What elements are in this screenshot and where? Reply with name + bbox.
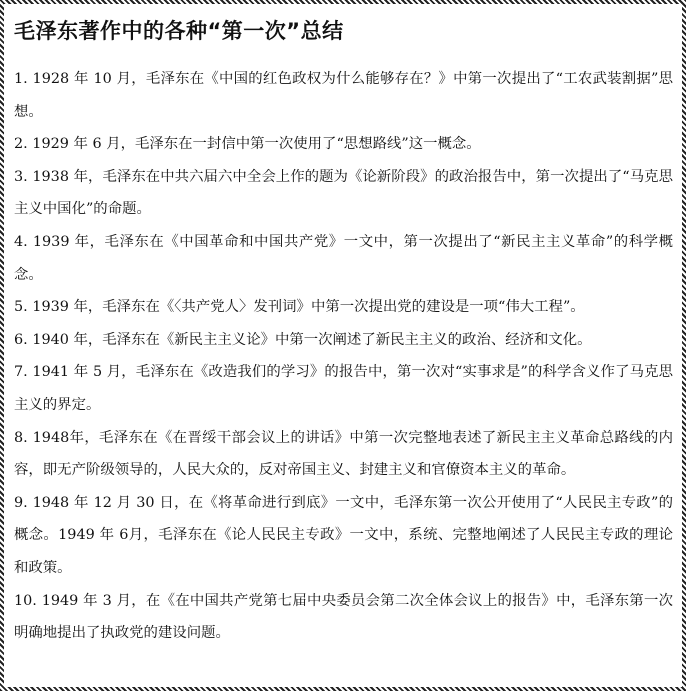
item-list (10, 63, 676, 650)
page-title: 毛泽东著作中的各种“第一次”总结 (14, 19, 344, 43)
list-item: 4. 1939 年，毛泽东在《中国革命和中国共产党》一文中，第一次提出了“新民主主义革命”的科学概念。 (14, 233, 673, 283)
list-item: 10. 1949 年 3 月，在《在中国共产党第七届中央委员会第二次全体会议上的报告》中，毛泽东第一次明确地提出了执政党的建设问题。 (14, 592, 673, 642)
list-item: 6. 1940 年，毛泽东在《新民主主义论》中第一次阐述了新民主主义的政治、经济和文化。 (14, 331, 592, 348)
list-item: 3. 1938 年，毛泽东在中共六届六中全会上作的题为《论新阶段》的政治报告中，第一次提出了“马克思主义中国化”的命题。 (14, 168, 673, 218)
list-item: 2. 1929 年 6 月，毛泽东在一封信中第一次使用了“思想路线”这一概念。 (14, 136, 481, 153)
list-item: 8. 1948年，毛泽东在《在晋绥干部会议上的讲话》中第一次完整地表述了新民主主义革命总路线的内容，即无产阶级领导的，人民大众的，反对帝国主义、封建主义和官僚资本主义的革命。 (14, 429, 673, 479)
list-item: 7. 1941 年 5 月，毛泽东在《改造我们的学习》的报告中，第一次对“实事求是”的科学含义作了马克思主义的界定。 (14, 364, 673, 413)
list-item: 1. 1928 年 10 月，毛泽东在《中国的红色政权为什么能够存在？》中第一次提出了“工农武装割据”思想。 (14, 71, 673, 120)
content (10, 10, 676, 681)
list-item: 5. 1939 年，毛泽东在《〈共产党人〉发刊词》中第一次提出党的建设是一项“伟大工程”。 (14, 299, 585, 316)
list-item: 9. 1948 年 12 月 30 日，在《将革命进行到底》一文中，毛泽东第一次公开使用了“人民民主专政”的概念。1949 年 6月，毛泽东在《论人民民主专政》一文中，系统、完整地阐述了人民民主专政的理论和政策。 (14, 494, 673, 576)
